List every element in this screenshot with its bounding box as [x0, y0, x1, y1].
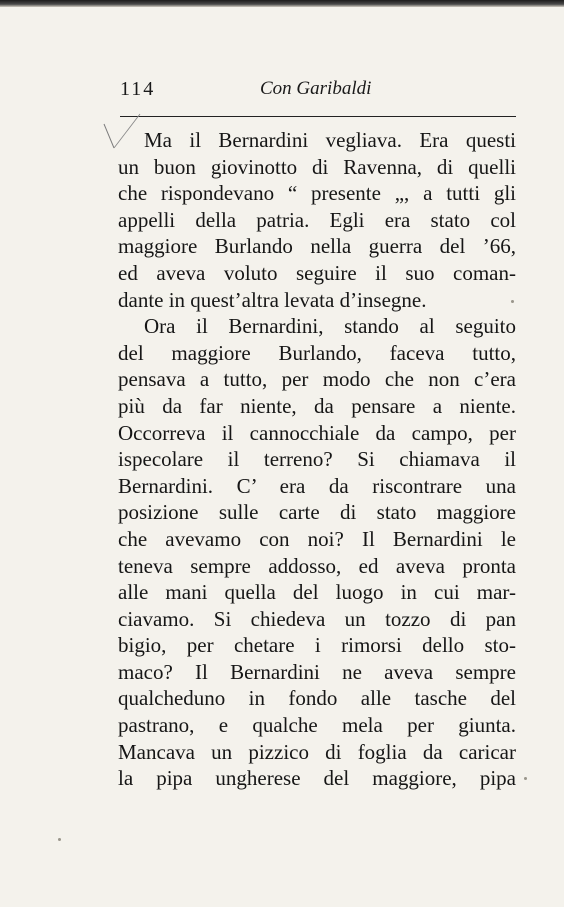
text-line: che rispondevano “ presente „, a tutti gli — [118, 181, 516, 206]
text-line: Mancava un pizzico di foglia da caricar — [118, 739, 516, 764]
paper-speck — [524, 777, 527, 780]
text-line: la pipa ungherese del maggiore, pipa — [118, 766, 516, 791]
text-line: ciavamo. Si chiedeva un tozzo di pan — [118, 606, 516, 631]
text-line: pastrano, e qualche mela per giunta. — [118, 713, 516, 738]
running-title: Con Garibaldi — [260, 78, 372, 99]
page-top-edge — [0, 0, 564, 7]
text-line: posizione sulle carte di stato maggiore — [118, 500, 516, 525]
text-line: maggiore Burlando nella guerra del ’66, — [118, 234, 516, 259]
text-line: più da far niente, da pensare a niente. — [118, 393, 516, 418]
text-line: qualcheduno in fondo alle tasche del — [118, 686, 516, 711]
paper-speck — [58, 838, 61, 841]
text-line: dante in quest’altra levata d’insegne. — [118, 287, 427, 312]
text-line: alle mani quella del luogo in cui mar- — [118, 580, 516, 605]
page-header — [120, 78, 516, 108]
header-rule — [120, 116, 516, 117]
text-line: pensava a tutto, per modo che non c’era — [118, 367, 516, 392]
page-number: 114 — [120, 78, 156, 100]
text-line: Ma il Bernardini vegliava. Era questi — [144, 128, 516, 152]
text-line: ispecolare il terreno? Si chiamava il — [118, 447, 516, 472]
paper-speck — [511, 300, 514, 303]
text-line: Ora il Bernardini, stando al seguito — [144, 314, 516, 339]
text-line: Occorreva il cannocchiale da campo, per — [118, 420, 516, 445]
text-line: che avevamo con noi? Il Bernardini le — [118, 526, 516, 551]
body-text — [118, 127, 516, 792]
text-line: maco? Il Bernardini ne aveva sempre — [118, 659, 516, 684]
text-line: Bernardini. C’ era da riscontrare una — [118, 473, 516, 498]
text-line: bigio, per chetare i rimorsi dello sto- — [118, 633, 516, 658]
text-line: appelli della patria. Egli era stato col — [118, 207, 516, 232]
text-line: teneva sempre addosso, ed aveva pronta — [118, 553, 516, 578]
text-line: ed aveva voluto seguire il suo coman- — [118, 260, 516, 285]
text-line: un buon giovinotto di Ravenna, di quelli — [118, 154, 516, 179]
text-line: del maggiore Burlando, faceva tutto, — [118, 340, 516, 365]
